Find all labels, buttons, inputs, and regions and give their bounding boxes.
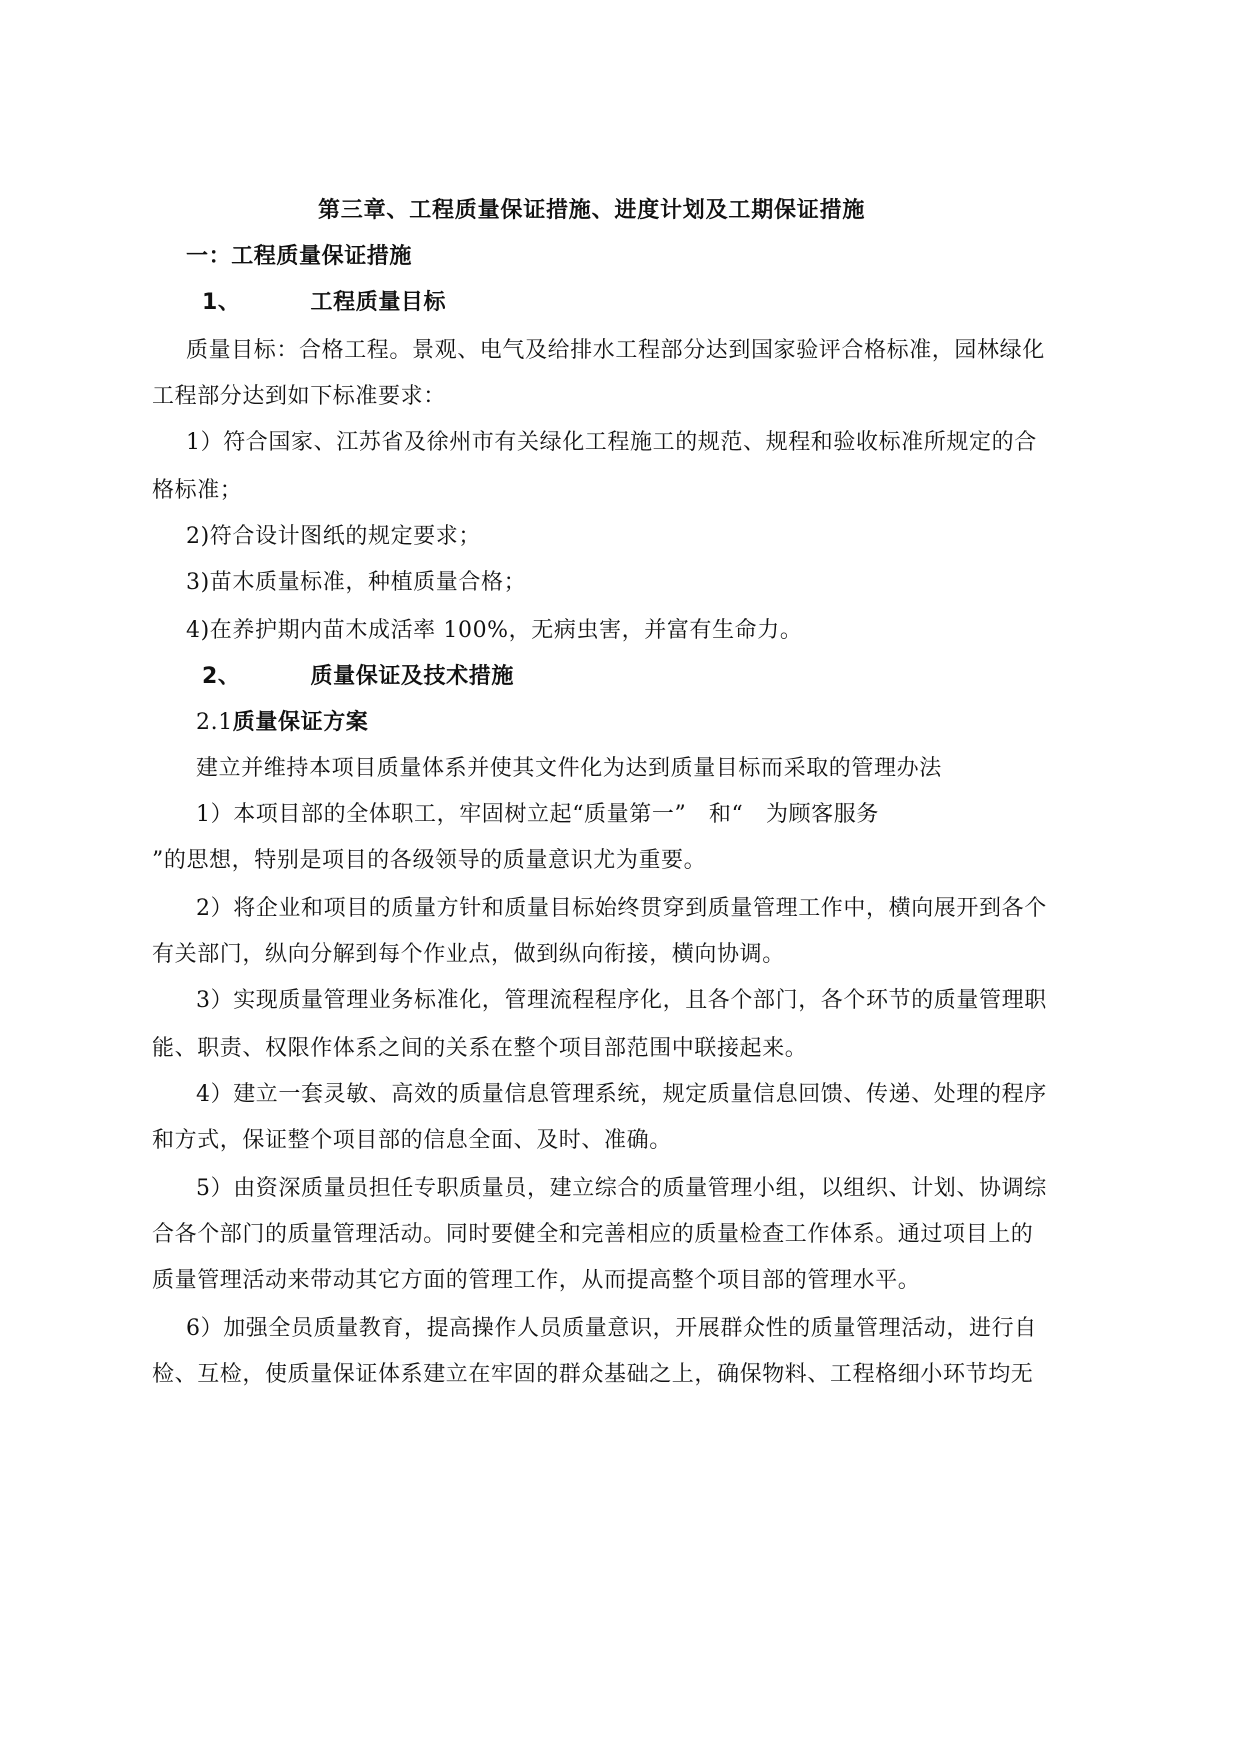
- list-item: 1）本项目部的全体职工，牢固树立起“质量第一” 和“ 为顾客服务: [196, 802, 879, 827]
- list-item: 格标准；: [152, 478, 243, 503]
- paragraph-line: 质量目标：合格工程。景观、电气及给排水工程部分达到国家验评合格标准，园林绿化: [186, 338, 1045, 363]
- list-item: 6）加强全员质量教育，提高操作人员质量意识，开展群众性的质量管理活动，进行自: [186, 1316, 1037, 1341]
- paragraph-line: 建立并维持本项目质量体系并使其文件化为达到质量目标而采取的管理办法: [196, 756, 942, 781]
- list-item: 4）建立一套灵敏、高效的质量信息管理系统，规定质量信息回馈、传递、处理的程序: [196, 1082, 1047, 1107]
- chapter-title: 第三章、工程质量保证措施、进度计划及工期保证措施: [318, 198, 866, 223]
- list-item: 2）将企业和项目的质量方针和质量目标始终贯穿到质量管理工作中，横向展开到各个: [196, 896, 1047, 921]
- subsection-title: 质量保证及技术措施: [310, 664, 514, 689]
- list-item: 和方式，保证整个项目部的信息全面、及时、准确。: [152, 1128, 672, 1153]
- list-item: 3)苗木质量标准，种植质量合格；: [186, 570, 527, 595]
- list-item: 检、互检，使质量保证体系建立在牢固的群众基础之上，确保物料、工程格细小环节均无: [152, 1362, 1034, 1387]
- subsection-heading-1: [202, 288, 446, 318]
- list-item: ”的思想，特别是项目的各级领导的质量意识尤为重要。: [152, 848, 707, 873]
- list-item: 4)在养护期内苗木成活率 100%，无病虫害，并富有生命力。: [186, 618, 803, 643]
- list-item: 2)符合设计图纸的规定要求；: [186, 524, 481, 549]
- subsubsection-title: 质量保证方案: [232, 710, 369, 735]
- subsubsection-heading: [196, 708, 368, 738]
- list-item: 合各个部门的质量管理活动。同时要健全和完善相应的质量检查工作体系。通过项目上的: [152, 1222, 1034, 1247]
- subsection-heading-2: [202, 662, 514, 692]
- subsection-title: 工程质量目标: [310, 290, 447, 315]
- list-item: 质量管理活动来带动其它方面的管理工作，从而提高整个项目部的管理水平。: [152, 1268, 921, 1293]
- list-item: 3）实现质量管理业务标准化，管理流程程序化，且各个部门，各个环节的质量管理职: [196, 988, 1047, 1013]
- list-item: 能、职责、权限作体系之间的关系在整个项目部范围中联接起来。: [152, 1036, 808, 1061]
- subsection-number: 1、: [202, 290, 241, 315]
- paragraph-line: 工程部分达到如下标准要求：: [152, 384, 446, 409]
- list-item: 1）符合国家、江苏省及徐州市有关绿化工程施工的规范、规程和验收标准所规定的合: [186, 430, 1037, 455]
- section-heading: 一：工程质量保证措施: [186, 244, 413, 269]
- list-item: 有关部门，纵向分解到每个作业点，做到纵向衔接，横向协调。: [152, 942, 785, 967]
- list-item: 5）由资深质量员担任专职质量员，建立综合的质量管理小组，以组织、计划、协调综: [196, 1176, 1047, 1201]
- subsection-number: 2、: [202, 664, 241, 689]
- subsubsection-number: 2.1: [196, 710, 233, 735]
